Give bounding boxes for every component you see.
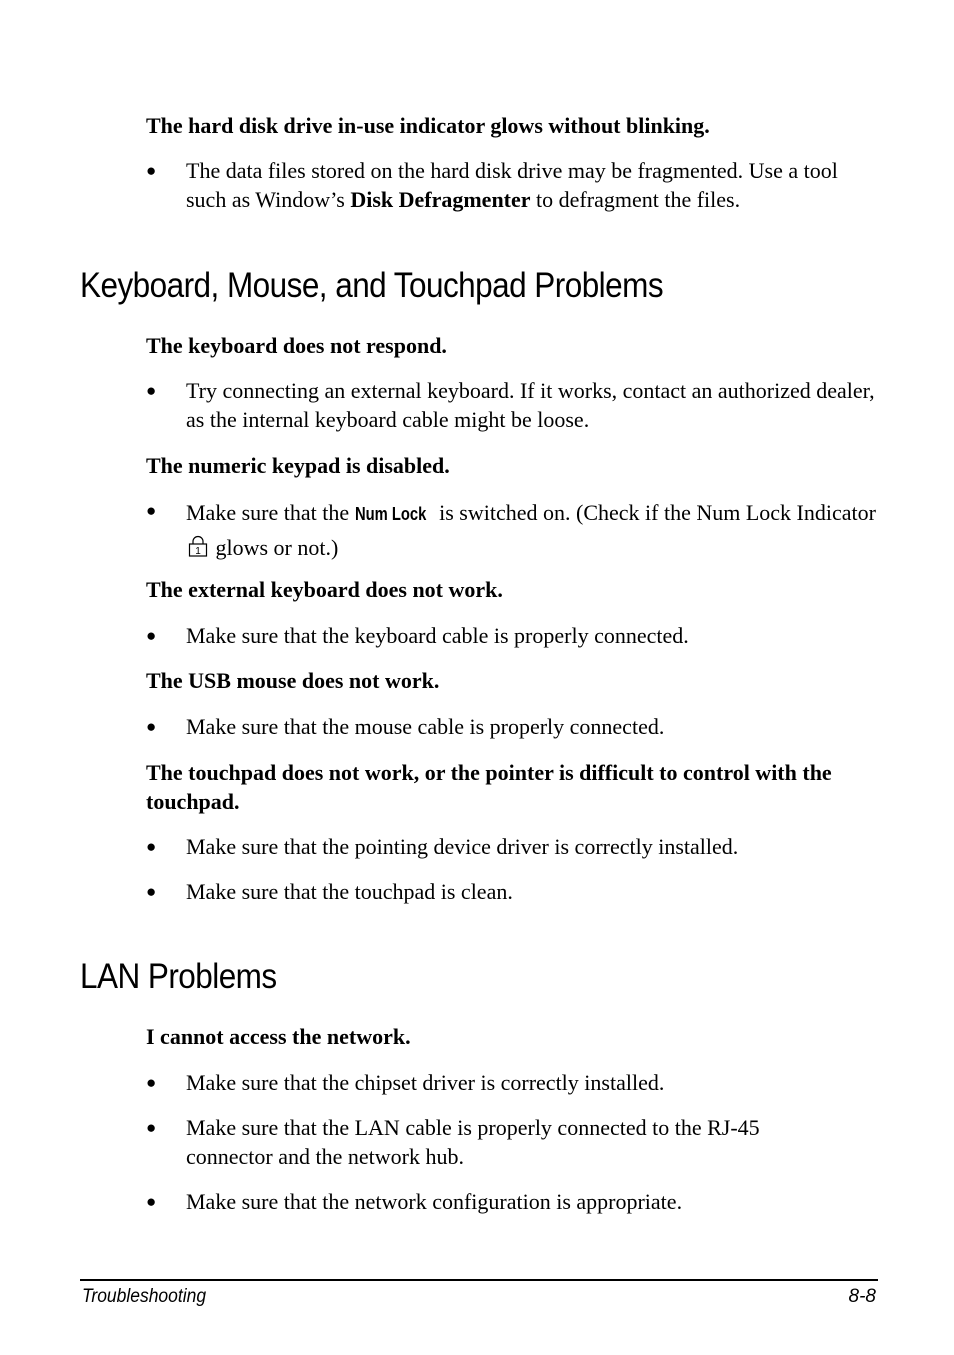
footer-chapter-title: Troubleshooting xyxy=(82,1286,207,1307)
list-item-text: Make sure that the mouse cable is properly connected. xyxy=(186,714,665,739)
list-item-text: The data files stored on the hard disk drive may be fragmented. Use a tool such as Window’s Disk Defragmenter to defragment the files. xyxy=(186,158,838,212)
usb-mouse-question: The USB mouse does not work. xyxy=(146,668,440,693)
list-item xyxy=(146,621,876,650)
num-lock-indicator-icon xyxy=(188,535,208,557)
bullet-dot: ● xyxy=(146,501,157,520)
list-item xyxy=(146,1068,876,1097)
list-item-text: Make sure that the LAN cable is properly connected to the RJ-45 connector and the network hub. xyxy=(186,1115,760,1169)
list-item-text: Make sure that the touchpad is clean. xyxy=(186,879,513,904)
bullet-dot: ● xyxy=(146,1192,157,1211)
section-heading-keyboard: Keyboard, Mouse, and Touchpad Problems xyxy=(80,266,664,305)
bullet-dot: ● xyxy=(146,837,157,856)
list-item-text: Make sure that the keyboard cable is properly connected. xyxy=(186,623,689,648)
footer-divider xyxy=(80,1279,878,1281)
list-item-text: Try connecting an external keyboard. If it works, contact an authorized dealer, as the internal keyboard cable might be loose. xyxy=(186,378,875,432)
list-item xyxy=(146,877,876,906)
bullet-dot: ● xyxy=(146,717,157,736)
list-item xyxy=(146,832,876,861)
bullet-dot: ● xyxy=(146,381,157,400)
footer-page-number: 8-8 xyxy=(848,1286,876,1307)
list-item xyxy=(146,156,876,214)
bullet-dot: ● xyxy=(146,626,157,645)
external-keyboard-question: The external keyboard does not work. xyxy=(146,577,503,602)
svg-text:1: 1 xyxy=(195,546,201,557)
bullet-dot: ● xyxy=(146,161,157,180)
list-item xyxy=(146,1187,876,1216)
keypad-question: The numeric keypad is disabled. xyxy=(146,453,450,478)
num-lock-key-label: Num Lock xyxy=(354,504,426,524)
bullet-dot: ● xyxy=(146,1118,157,1137)
list-item-text: Make sure that the chipset driver is correctly installed. xyxy=(186,1070,665,1095)
list-item-text: Make sure that the pointing device driver is correctly installed. xyxy=(186,834,739,859)
bullet-dot: ● xyxy=(146,1073,157,1092)
list-item xyxy=(146,496,876,564)
touchpad-question: The touchpad does not work, or the pointer is difficult to control with the touchpad. xyxy=(146,760,832,814)
list-item xyxy=(146,1113,876,1171)
list-item xyxy=(146,712,876,741)
network-question: I cannot access the network. xyxy=(146,1024,411,1049)
list-item-text: Make sure that the Num Lock is switched on. (Check if the Num Lock Indicator 1 glows or not.) xyxy=(186,500,876,560)
section-heading-lan: LAN Problems xyxy=(80,957,277,996)
disk-defragmenter-label: Disk Defragmenter xyxy=(350,187,531,212)
hdd-question: The hard disk drive in-use indicator glows without blinking. xyxy=(146,113,710,138)
keyboard-question: The keyboard does not respond. xyxy=(146,333,447,358)
list-item-text: Make sure that the network configuration is appropriate. xyxy=(186,1189,683,1214)
bullet-dot: ● xyxy=(146,882,157,901)
list-item xyxy=(146,376,876,434)
